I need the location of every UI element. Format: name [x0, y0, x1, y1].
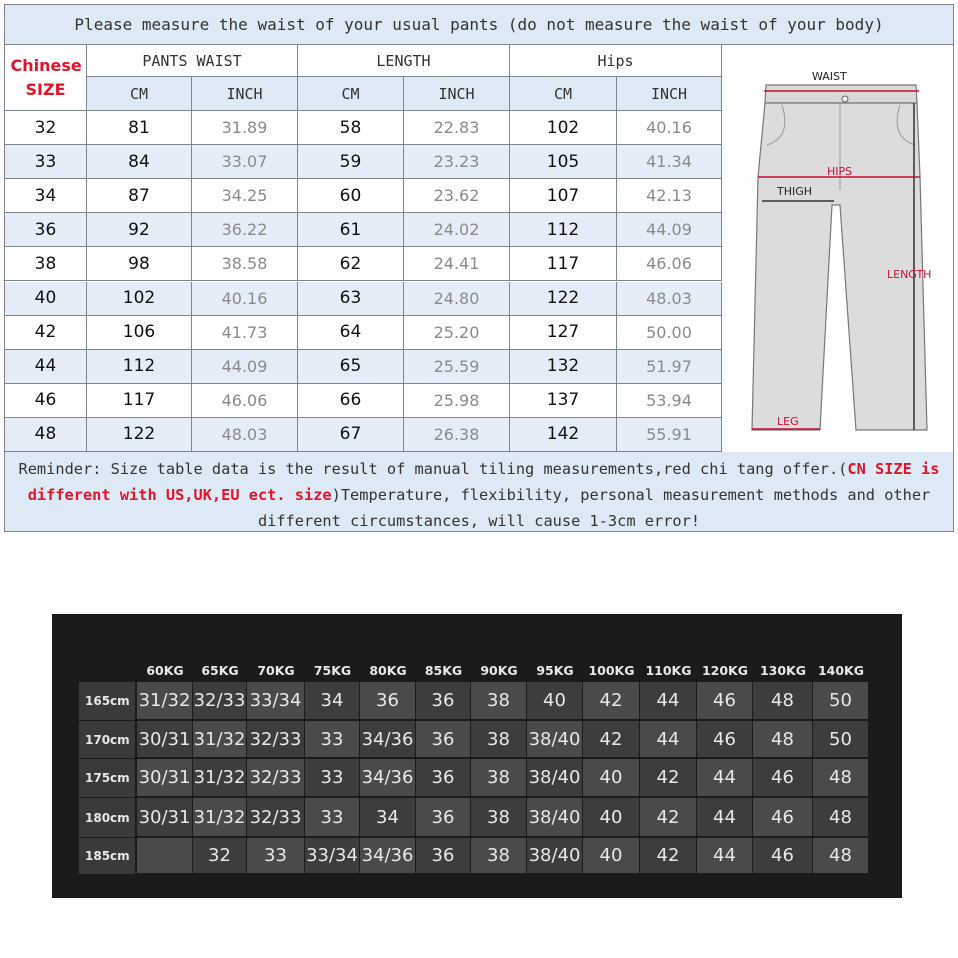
measurement-cell: 41.34: [617, 145, 722, 179]
pants-diagram: [722, 45, 953, 452]
measurement-cell: 24.02: [404, 213, 510, 247]
measurement-cell: 38.58: [192, 247, 298, 281]
measurement-cell: 34.25: [192, 179, 298, 213]
size-recommendation-cell: 38: [471, 759, 526, 796]
leg-label: LEG: [777, 415, 799, 428]
thigh-label: THIGH: [777, 185, 813, 198]
size-recommendation-cell: 34/36: [360, 759, 415, 796]
measurement-cell: 102: [87, 282, 192, 316]
measurement-cell: 61: [298, 213, 404, 247]
height-label: 175cm: [79, 759, 135, 797]
measurement-cell: 67: [298, 418, 404, 452]
measurement-cell: 55.91: [617, 418, 722, 452]
size-cell: 36: [5, 213, 87, 247]
size-cell: 38: [5, 247, 87, 281]
size-recommendation-cell: 38: [471, 838, 526, 873]
reminder-note: [5, 452, 953, 531]
size-recommendation-cell: 48: [813, 838, 868, 873]
weight-header: 75KG: [313, 662, 352, 678]
unit-header: CM: [87, 77, 192, 111]
measurement-cell: 137: [510, 384, 617, 418]
measurement-cell: 46.06: [617, 247, 722, 281]
size-recommendation-cell: 32: [193, 838, 246, 873]
measurement-cell: 44.09: [617, 213, 722, 247]
length-label: LENGTH: [887, 268, 932, 281]
measurement-cell: 44.09: [192, 350, 298, 384]
size-recommendation-cell: [137, 838, 192, 873]
measurement-cell: 84: [87, 145, 192, 179]
measurement-cell: 59: [298, 145, 404, 179]
size-recommendation-cell: 36: [416, 798, 470, 836]
weight-header: 140KG: [817, 662, 865, 678]
size-header-label: Chinese SIZE: [10, 55, 82, 99]
measurement-cell: 22.83: [404, 111, 510, 145]
waist-label: WAIST: [812, 70, 847, 83]
size-table: [4, 4, 954, 532]
weight-header: 95KG: [536, 662, 574, 678]
measurement-cell: 23.23: [404, 145, 510, 179]
measurement-cell: 48.03: [617, 282, 722, 316]
measurement-cell: 46.06: [192, 384, 298, 418]
size-recommendation-cell: 42: [583, 682, 639, 719]
size-recommendation-cell: 44: [697, 798, 752, 836]
measurement-cell: 122: [87, 418, 192, 452]
size-recommendation-cell: 48: [813, 798, 868, 836]
size-recommendation-cell: 33/34: [305, 838, 359, 873]
height-label: 165cm: [79, 682, 135, 720]
size-cell: 46: [5, 384, 87, 418]
size-recommendation-cell: 40: [583, 838, 639, 873]
measurement-cell: 122: [510, 282, 617, 316]
weight-header: 120KG: [701, 662, 749, 678]
measurement-cell: 40.16: [617, 111, 722, 145]
size-recommendation-cell: 33: [305, 759, 359, 796]
weight-header: 60KG: [146, 662, 184, 678]
size-recommendation-cell: 36: [360, 682, 415, 719]
size-recommendation-cell: 40: [583, 759, 639, 796]
weight-header: 85KG: [424, 662, 463, 678]
size-recommendation-cell: 30/31: [137, 798, 192, 836]
size-recommendation-cell: 46: [697, 721, 752, 757]
measurement-cell: 41.73: [192, 316, 298, 350]
group-header: Hips: [510, 45, 722, 77]
hips-label: HIPS: [827, 165, 853, 178]
size-recommendation-cell: 33: [305, 721, 359, 757]
size-recommendation-cell: 38/40: [527, 721, 582, 757]
size-recommendation-cell: 34/36: [360, 838, 415, 873]
group-header: LENGTH: [298, 45, 510, 77]
weight-header: 65KG: [201, 662, 239, 678]
size-recommendation-cell: 44: [640, 721, 696, 757]
measurement-cell: 98: [87, 247, 192, 281]
size-recommendation-cell: 34: [360, 798, 415, 836]
measurement-cell: 117: [510, 247, 617, 281]
size-cell: 34: [5, 179, 87, 213]
size-recommendation-cell: 42: [640, 759, 696, 796]
height-label: 180cm: [79, 798, 135, 837]
size-recommendation-cell: 46: [753, 759, 812, 796]
size-recommendation-cell: 42: [640, 838, 696, 873]
measure-notice: Please measure the waist of your usual pants (do not measure the waist of your body): [5, 5, 953, 45]
unit-header: CM: [298, 77, 404, 111]
size-cell: 42: [5, 316, 87, 350]
pants-illustration: [722, 45, 953, 452]
size-cell: 33: [5, 145, 87, 179]
reminder-warning: CN SIZE is different with US,UK,EU ect. size: [27, 460, 940, 504]
size-header: [5, 45, 87, 111]
measurement-cell: 105: [510, 145, 617, 179]
size-recommendation-cell: 33: [247, 838, 304, 873]
size-recommendation-cell: 48: [753, 682, 812, 719]
measurement-cell: 106: [87, 316, 192, 350]
size-recommendation-cell: 36: [416, 838, 470, 873]
size-recommendation-cell: 33: [305, 798, 359, 836]
measurement-cell: 112: [87, 350, 192, 384]
size-recommendation-cell: 31/32: [137, 682, 192, 719]
weight-header: 130KG: [759, 662, 807, 678]
size-recommendation-cell: 38: [471, 721, 526, 757]
height-label: 170cm: [79, 721, 135, 758]
measurement-cell: 53.94: [617, 384, 722, 418]
measurement-cell: 26.38: [404, 418, 510, 452]
size-cell: 40: [5, 282, 87, 316]
size-recommendation-cell: 34: [305, 682, 359, 719]
size-recommendation-cell: 36: [416, 682, 470, 719]
size-recommendation-cell: 31/32: [193, 798, 246, 836]
size-recommendation-cell: 46: [697, 682, 752, 719]
size-recommendation-cell: 48: [813, 759, 868, 796]
measurement-cell: 50.00: [617, 316, 722, 350]
measurement-cell: 81: [87, 111, 192, 145]
size-recommendation-cell: 31/32: [193, 759, 246, 796]
measurement-cell: 36.22: [192, 213, 298, 247]
size-recommendation-cell: 38/40: [527, 798, 582, 836]
measurement-cell: 112: [510, 213, 617, 247]
size-recommendation-cell: 38/40: [527, 838, 582, 873]
measurement-cell: 51.97: [617, 350, 722, 384]
size-recommendation-cell: 31/32: [193, 721, 246, 757]
size-recommendation-cell: 42: [640, 798, 696, 836]
measurement-cell: 23.62: [404, 179, 510, 213]
size-cell: 32: [5, 111, 87, 145]
size-recommendation-cell: 40: [527, 682, 582, 719]
size-recommendation-cell: 44: [640, 682, 696, 719]
size-cell: 44: [5, 350, 87, 384]
size-recommendation-cell: 44: [697, 759, 752, 796]
size-recommendation-cell: 50: [813, 721, 868, 757]
weight-header: 110KG: [645, 662, 692, 678]
measurement-cell: 24.41: [404, 247, 510, 281]
measurement-cell: 117: [87, 384, 192, 418]
measurement-cell: 31.89: [192, 111, 298, 145]
measurement-cell: 65: [298, 350, 404, 384]
size-recommendation-cell: 36: [416, 759, 470, 796]
measurement-cell: 66: [298, 384, 404, 418]
weight-header: 70KG: [257, 662, 295, 678]
size-recommendation-cell: 33/34: [247, 682, 304, 719]
measurement-cell: 25.59: [404, 350, 510, 384]
measurement-cell: 25.20: [404, 316, 510, 350]
weight-header: 100KG: [588, 662, 635, 678]
measurement-cell: 64: [298, 316, 404, 350]
measurement-cell: 132: [510, 350, 617, 384]
size-recommendation-cell: 34/36: [360, 721, 415, 757]
measurement-cell: 42.13: [617, 179, 722, 213]
height-label: 185cm: [79, 838, 135, 874]
size-recommendation-cell: 32/33: [193, 682, 246, 719]
measurement-cell: 33.07: [192, 145, 298, 179]
size-recommendation-cell: 30/31: [137, 759, 192, 796]
reminder-text-2: )Temperature, flexibility, personal measurement methods and other different circumstances, will cause 1-3cm error!: [257, 486, 931, 530]
size-recommendation-cell: 40: [583, 798, 639, 836]
size-recommendation-cell: 46: [753, 838, 812, 873]
measurement-cell: 127: [510, 316, 617, 350]
measurement-cell: 60: [298, 179, 404, 213]
measurement-cell: 87: [87, 179, 192, 213]
unit-header: INCH: [617, 77, 722, 111]
measurement-cell: 102: [510, 111, 617, 145]
measurement-cell: 58: [298, 111, 404, 145]
unit-header: INCH: [404, 77, 510, 111]
measurement-cell: 48.03: [192, 418, 298, 452]
size-recommendation-cell: 38/40: [527, 759, 582, 796]
measurement-cell: 107: [510, 179, 617, 213]
size-recommendation-cell: 44: [697, 838, 752, 873]
size-recommendation-cell: 46: [753, 798, 812, 836]
reminder-text-1: Reminder: Size table data is the result of manual tiling measurements,red chi tang offer.(: [18, 460, 848, 478]
unit-header: INCH: [192, 77, 298, 111]
weight-height-chart: [52, 614, 902, 898]
size-recommendation-cell: 30/31: [137, 721, 192, 757]
size-recommendation-cell: 36: [416, 721, 470, 757]
size-recommendation-cell: 38: [471, 682, 526, 719]
size-recommendation-cell: 32/33: [247, 759, 304, 796]
measurement-cell: 63: [298, 282, 404, 316]
measurement-cell: 40.16: [192, 282, 298, 316]
measurement-cell: 24.80: [404, 282, 510, 316]
size-recommendation-cell: 48: [753, 721, 812, 757]
weight-header: 90KG: [480, 662, 518, 678]
size-recommendation-cell: 50: [813, 682, 868, 719]
measurement-cell: 25.98: [404, 384, 510, 418]
size-recommendation-cell: 32/33: [247, 721, 304, 757]
measurement-cell: 62: [298, 247, 404, 281]
size-cell: 48: [5, 418, 87, 452]
size-recommendation-cell: 32/33: [247, 798, 304, 836]
group-header: PANTS WAIST: [87, 45, 298, 77]
size-recommendation-cell: 38: [471, 798, 526, 836]
measurement-cell: 92: [87, 213, 192, 247]
weight-header: 80KG: [369, 662, 407, 678]
size-recommendation-cell: 42: [583, 721, 639, 757]
measurement-cell: 142: [510, 418, 617, 452]
unit-header: CM: [510, 77, 617, 111]
